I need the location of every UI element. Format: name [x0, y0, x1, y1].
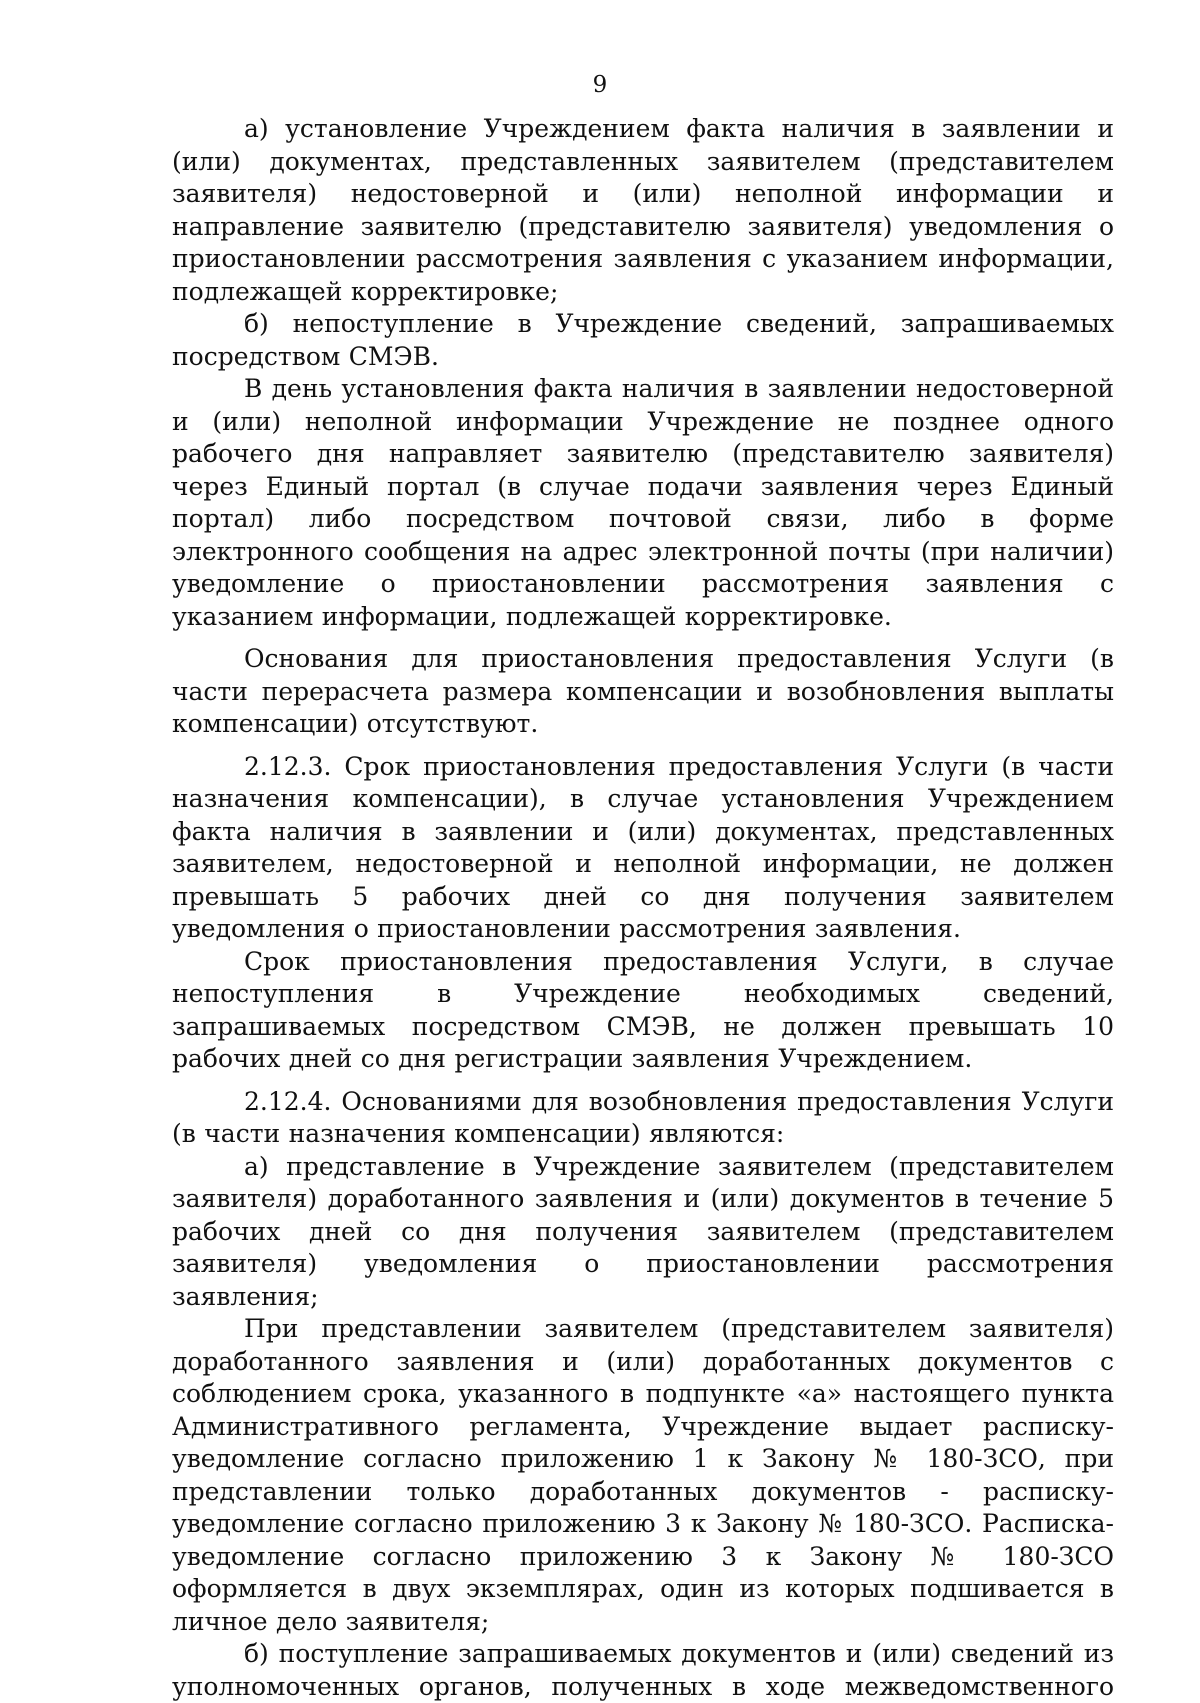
- paragraph-b-receipt: б) поступление запрашиваемых документов и (или) сведений из уполномоченных органов, полученных в ходе межведомственного: [172, 1639, 1114, 1701]
- paragraph-2-12-3: 2.12.3. Срок приостановления предоставления Услуги (в части назначения компенсации), в случае установления Учреждением факта наличия в заявлении и (или) документах, представленных заявителем, недостоверной и неполной информации, не должен превышать 5 рабочих дней со дня получения заявителем уведомления о приостановлении рассмотрения заявления.: [172, 751, 1114, 943]
- paragraph-2-12-4: 2.12.4. Основаниями для возобновления предоставления Услуги (в части назначения компенсации) являются:: [172, 1086, 1114, 1148]
- paragraph-b-non-receipt: б) непоступление в Учреждение сведений, запрашиваемых посредством СМЭВ.: [172, 309, 1114, 371]
- paragraph-a-submission: а) представление в Учреждение заявителем (представителем заявителя) доработанного заявления и (или) документов в течение 5 рабочих дней со дня получения заявителем (представителем заявителя) уведомления о приостановлении рассмотрения заявления;: [172, 1151, 1114, 1311]
- page-number: 9: [592, 72, 608, 98]
- paragraph-receipt-notice: При представлении заявителем (представителем заявителя) доработанного заявления и (или) доработанных документов с соблюдением срока, указанного в подпункте «а» настоящего пункта Административного регламента, Учреждение выдает расписку-уведомление согласно приложению 1 к Закону № 180-ЗСО, при представлении только доработанных документов - расписку-уведомление согласно приложению 3 к Закону № 180-ЗСО. Расписка-уведомление согласно приложению 3 к Закону № 180-ЗСО оформляется в двух экземплярах, один из которых подшивается в личное дело заявителя;: [172, 1314, 1114, 1636]
- document-body: [172, 113, 1114, 1703]
- paragraph-notification-day: В день установления факта наличия в заявлении недостоверной и (или) неполной информации Учреждение не позднее одного рабочего дня направляет заявителю (представителю заявителя) через Единый портал (в случае подачи заявления через Единый портал) либо посредством почтовой связи, либо в форме электронного сообщения на адрес электронной почты (при наличии) уведомление о приостановлении рассмотрения заявления с указанием информации, подлежащей корректировке.: [172, 374, 1114, 631]
- paragraph-suspension-term: Срок приостановления предоставления Услуги, в случае непоступления в Учреждение необходимых сведений, запрашиваемых посредством СМЭВ, не должен превышать 10 рабочих дней со дня регистрации заявления Учреждением.: [172, 946, 1114, 1073]
- paragraph-no-grounds: Основания для приостановления предоставления Услуги (в части перерасчета размера компенсации и возобновления выплаты компенсации) отсутствуют.: [172, 644, 1114, 738]
- paragraph-a-establishment: а) установление Учреждением факта наличия в заявлении и (или) документах, представленных заявителем (представителем заявителя) недостоверной и (или) неполной информации и направление заявителю (представителю заявителя) уведомления о приостановлении рассмотрения заявления с указанием информации, подлежащей корректировке;: [172, 114, 1114, 306]
